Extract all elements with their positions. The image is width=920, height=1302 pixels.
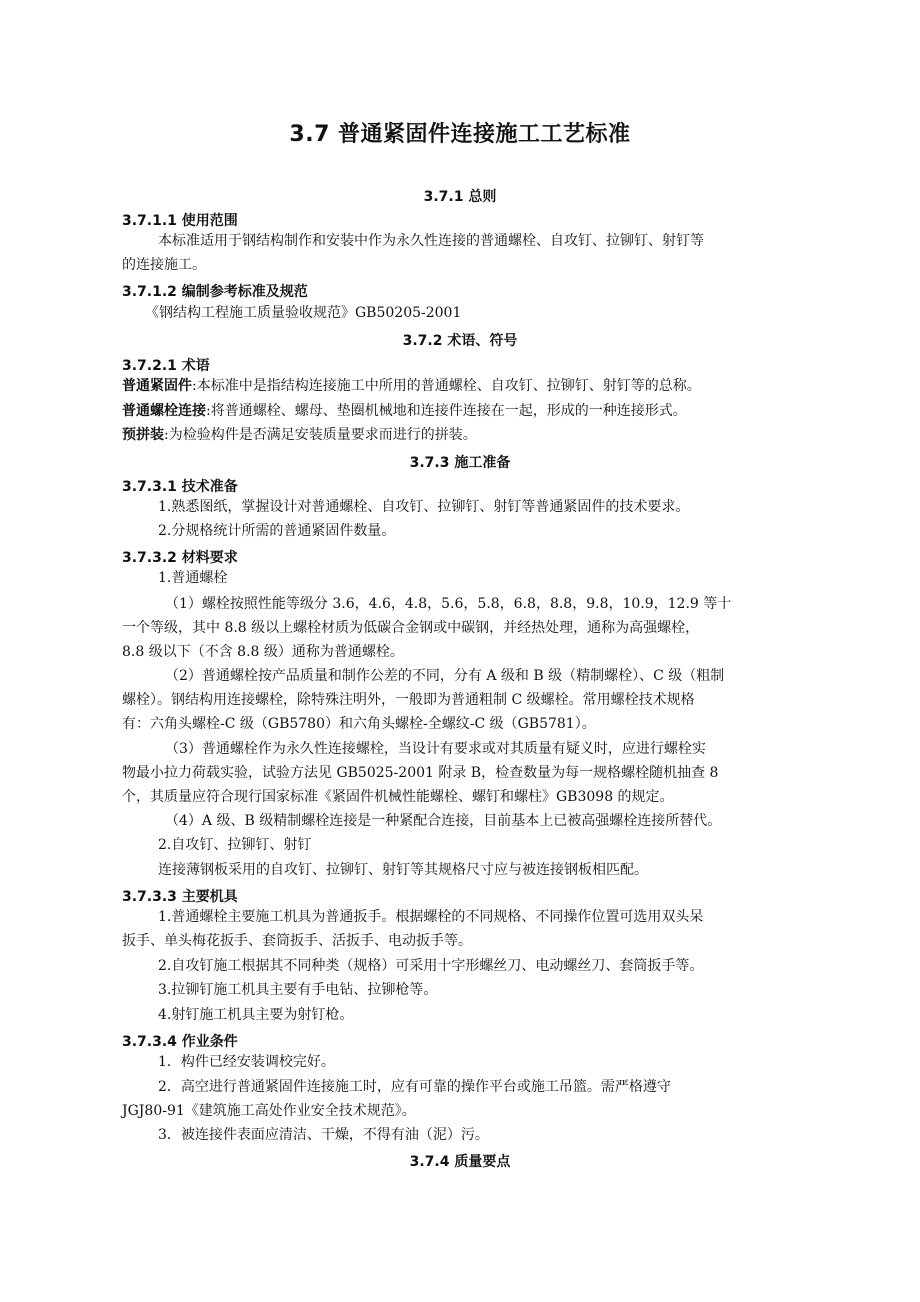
section-heading-3-7-3: 3.7.3 施工准备: [409, 455, 511, 471]
paragraph: 1.熟悉图纸，掌握设计对普通螺栓、自攻钉、拉铆钉、射钉等普通紧固件的技术要求。: [158, 499, 690, 515]
term-text: :本标准中是指结构连接施工中所用的普通螺栓、自攻钉、拉铆钉、射钉等的总称。: [192, 378, 701, 394]
term-text: :将普通螺栓、螺母、垫圈机械地和连接件连接在一起，形成的一种连接形式。: [206, 403, 687, 419]
section-heading-3-7-2: 3.7.2 术语、符号: [402, 333, 518, 349]
paragraph: 连接薄钢板采用的自攻钉、拉铆钉、射钉等其规格尺寸应与被连接钢板相匹配。: [158, 862, 648, 878]
term-definition: [122, 375, 701, 397]
section-heading-3-7-1: 3.7.1 总则: [423, 189, 497, 205]
paragraph: （2）普通螺栓按产品质量和制作公差的不同，分有 A 级和 B 级（精制螺栓）、C 级（粗制: [165, 668, 725, 684]
paragraph: （3）普通螺栓作为永久性连接螺栓，当设计有要求或对其质量有疑义时，应进行螺栓实: [165, 741, 706, 757]
paragraph: 8.8 级以下（不含 8.8 级）通称为普通螺栓。: [122, 644, 404, 660]
paragraph: 的连接施工。: [122, 257, 206, 273]
paragraph: 本标准适用于钢结构制作和安装中作为永久性连接的普通螺栓、自攻钉、拉铆钉、射钉等: [158, 233, 704, 249]
list-item: 2.自攻钉、拉铆钉、射钉: [158, 837, 312, 853]
paragraph: （1）螺栓按照性能等级分 3.6，4.6，4.8，5.6，5.8，6.8，8.8，9.8，10.9，12.9 等十: [165, 596, 732, 612]
term-definition: [122, 400, 687, 422]
paragraph: 2.自攻钉施工根据其不同种类（规格）可采用十字形螺丝刀、电动螺丝刀、套筒扳手等。: [158, 958, 704, 974]
paragraph: （4）A 级、B 级精制螺栓连接是一种紧配合连接，目前基本上已被高强螺栓连接所替代。: [165, 813, 722, 829]
paragraph: 1.普通螺栓主要施工机具为普通扳手。根据螺栓的不同规格、不同操作位置可选用双头呆: [158, 909, 704, 925]
subheading-3-7-3-3: 3.7.3.3 主要机具: [122, 889, 238, 905]
page-title: 3.7 普通紧固件连接施工工艺标准: [289, 122, 631, 147]
paragraph: 物最小拉力荷载实验，试验方法见 GB5025-2001 附录 B，检查数量为每一规格螺栓随机抽查 8: [122, 765, 719, 781]
section-heading-3-7-4: 3.7.4 质量要点: [409, 1154, 511, 1170]
paragraph: 螺栓）。钢结构用连接螺栓，除特殊注明外，一般即为普通粗制 C 级螺栓。常用螺栓技术规格: [122, 692, 695, 708]
subheading-3-7-2-1: 3.7.2.1 术语: [122, 358, 210, 374]
list-item: 3．被连接件表面应清洁、干燥，不得有油（泥）污。: [158, 1127, 489, 1143]
list-item: 1．构件已经安装调校完好。: [158, 1054, 335, 1070]
term-text: :为检验构件是否满足安装质量要求而进行的拼装。: [164, 427, 477, 443]
paragraph: 一个等级，其中 8.8 级以上螺栓材质为低碳合金钢或中碳钢，并经热处理，通称为高强螺栓，: [122, 620, 700, 636]
term-name: 普通紧固件: [122, 378, 192, 394]
subheading-3-7-1-2: 3.7.1.2 编制参考标准及规范: [122, 284, 308, 300]
subheading-3-7-3-2: 3.7.3.2 材料要求: [122, 550, 238, 566]
paragraph: 2.分规格统计所需的普通紧固件数量。: [158, 523, 396, 539]
list-item: 2．高空进行普通紧固件连接施工时，应有可靠的操作平台或施工吊篮。需严格遵守: [158, 1079, 671, 1095]
paragraph: 扳手、单头梅花扳手、套筒扳手、活扳手、电动扳手等。: [122, 933, 472, 949]
reference-standard: 《钢结构工程施工质量验收规范》GB50205-2001: [145, 305, 462, 321]
list-item: 1.普通螺栓: [158, 570, 228, 586]
paragraph: 4.射钉施工机具主要为射钉枪。: [158, 1007, 354, 1023]
term-definition: [122, 424, 477, 446]
subheading-3-7-3-4: 3.7.3.4 作业条件: [122, 1034, 238, 1050]
subheading-3-7-3-1: 3.7.3.1 技术准备: [122, 479, 238, 495]
term-name: 普通螺栓连接: [122, 403, 206, 419]
paragraph: 有：六角头螺栓-C 级（GB5780）和六角头螺栓-全螺纹-C 级（GB5781）。: [122, 716, 596, 732]
paragraph: JGJ80-91《建筑施工高处作业安全技术规范》。: [122, 1103, 416, 1119]
paragraph: 个，其质量应符合现行国家标准《紧固件机械性能螺栓、螺钉和螺柱》GB3098 的规定。: [122, 789, 674, 805]
subheading-3-7-1-1: 3.7.1.1 使用范围: [122, 213, 238, 229]
paragraph: 3.拉铆钉施工机具主要有手电钻、拉铆枪等。: [158, 982, 438, 998]
term-name: 预拼装: [122, 427, 164, 443]
